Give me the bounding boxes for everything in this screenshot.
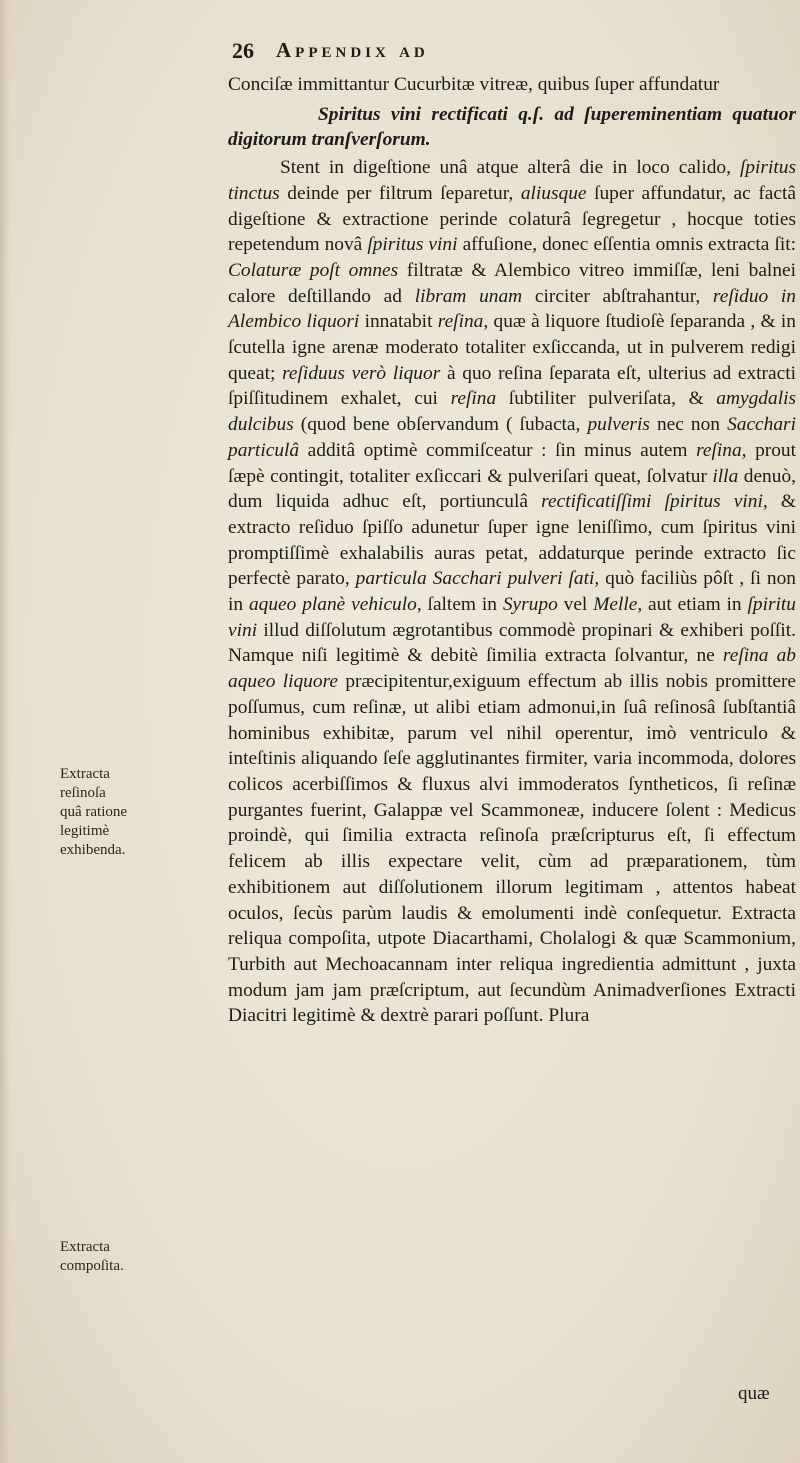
page-gutter-shadow — [0, 0, 10, 1463]
text-run: deinde per filtrum ſeparetur, — [279, 182, 521, 204]
italic-run: Colaturæ poſt omnes — [228, 259, 399, 281]
margin-note-line: reſinoſa — [60, 785, 106, 801]
italic-run: Syrupo — [502, 594, 558, 616]
text-run: innatabit — [359, 311, 438, 333]
margin-note-extracta-resinosa — [60, 765, 170, 860]
italic-run: reſiduo in Alembico liquori — [228, 285, 796, 333]
italic-run: Sacchari particulâ — [228, 414, 796, 461]
text-run: ſuper affundatur, ac factâ digeſtione & extractione perinde colaturâ ſegregetur , hocque toties repetendum novâ — [228, 182, 796, 256]
text-run: illud diſſolutum ægrotantibus commodè propinari & exhiberi poſſit. Namque niſi legitimè & debitè ſimilia extracta ſolvantur, ne — [228, 619, 796, 667]
page-number: 26 — [232, 38, 254, 63]
italic-run: ſpiritus tinctus — [228, 157, 796, 204]
running-head: Appendix ad — [276, 38, 429, 62]
italic-run: illa — [712, 465, 739, 487]
margin-note-line: Extracta — [60, 1239, 110, 1255]
text-run: (quod bene obſervandum ( ſubacta, — [293, 414, 588, 436]
text-run: additâ optimè commiſceatur : ſin minus autem — [299, 439, 697, 461]
text-run: ſaltem in — [421, 594, 503, 616]
text-run: affuſione, donec eſſentia omnis extracta ſit: — [457, 234, 796, 256]
catchword: quæ — [738, 1383, 770, 1404]
text-run: præcipitentur,exiguum effectum ab illis nobis promittere poſſumus, cum reſinæ, ut alibi etiam admonui,in ſuâ reſinosâ ſubſtantiâ hominibus exhibitæ, parum vel nihil operentur, imò ventriculo & inteſtinis aliquando ſeſe agglutinantes firmiter, varia incommoda, dolores colicos acerbiſſimos & fluxus alvi immoderatos ſyntheticos, ſi reſinæ purgantes fuerint, Galappæ vel Scammoneæ, inducere ſolent : Medicus proindè, qui ſimilia extracta reſinoſa præſcripturus eſt, ſi effectum felicem ab illis expectare velit, cùm ad præparationem, tùm exhibitionem aut diſſolutionem illorum legitimam , attentos habeat oculos, ſecùs parùm laudis & emolumenti indè conſequetur. Extracta reliqua compoſita, utpote Diacarthami, Cholalogi & quæ Scammonium, Turbith aut Mechoacannam inter reliqua ingredientia admittunt , juxta modum jam jam præſcriptum, aut ſecundùm Animadverſiones Extracti Diacitri legitimè & dextrè parari poſſunt. Plura — [228, 671, 797, 1027]
margin-note-line: exhibenda. — [60, 842, 126, 858]
main-text-block — [228, 72, 796, 1029]
italic-run: ſpiritu vini — [228, 594, 796, 641]
italic-run: particula Sacchari pulveri ſati, — [355, 568, 600, 590]
text-run: ſubtiliter pulveriſata, & — [496, 388, 717, 410]
italic-run: amygdalis dulcibus — [228, 388, 797, 436]
italic-run: libram unam — [414, 285, 523, 307]
italic-run: reſina, — [696, 439, 747, 461]
italic-run: rectificatiſſimi ſpiritus vini, — [541, 491, 768, 513]
margin-note-line: legitimè — [60, 823, 110, 839]
margin-note-line: quâ ratione — [60, 804, 128, 820]
text-run: à quo reſina ſeparata eſt, ulterius ad extracti ſpiſſitudinem exhalet, cui — [228, 362, 796, 410]
text-run: circiter abſtrahantur, — [522, 285, 713, 307]
margin-note-line: compoſita. — [60, 1258, 124, 1274]
text-run: filtratæ & Alembico vitreo immiſſæ, leni balnei calore deſtillando ad — [228, 259, 797, 307]
text-run: aut etiam in — [642, 594, 748, 616]
paragraph-2-recipe-line: Spiritus vini rectificati q.ſ. ad ſupereminentiam quatuor digitorum tranſverſorum. — [228, 103, 796, 151]
italic-run: Melle, — [593, 594, 643, 616]
italic-run: aliusque — [520, 182, 587, 204]
italic-run: reſiduus verò liquor — [282, 362, 441, 384]
text-run: vel — [557, 594, 594, 616]
margin-note-line: Extracta — [60, 766, 110, 782]
text-run: Stent in digeſtione unâ atque alterâ die in loco calido, — [280, 157, 740, 179]
italic-run: ſpiritus vini — [367, 234, 458, 256]
text-run: denuò, dum liquida adhuc eſt, portiunculâ — [228, 465, 796, 513]
text-run: prout ſæpè contingit, totaliter exſiccari & pulveriſari queat, ſolvatur — [228, 439, 797, 487]
text-run: quò faciliùs pôſt , ſi non in — [228, 568, 797, 616]
italic-run: aqueo planè vehiculo, — [248, 594, 422, 616]
text-run: nec non — [649, 414, 728, 436]
margin-note-extracta-composita — [60, 1238, 170, 1276]
page-header — [232, 38, 792, 72]
paragraph-3 — [228, 155, 796, 1029]
italic-run: reſina — [450, 388, 497, 410]
text-run: quæ à liquore ſtudioſè ſeparanda , & in ſcutella igne arenæ moderato totaliter exſiccanda, ut in pulverem redigi queat; — [228, 311, 796, 384]
italic-run: reſina, — [437, 311, 489, 333]
italic-run: reſina ab aqueo liquore — [228, 645, 796, 693]
italic-run: pulveris — [587, 414, 650, 436]
paragraph-1: Conciſæ immittantur Cucurbitæ vitreæ, quibus ſuper affundatur — [228, 74, 720, 95]
text-run: & extracto reſiduo ſpiſſo adunetur ſuper igne leniſſimo, cum ſpiritus vini promptiſſimè exhalabilis auras petat, addaturque perinde extracto ſic perfectè parato, — [228, 491, 797, 590]
